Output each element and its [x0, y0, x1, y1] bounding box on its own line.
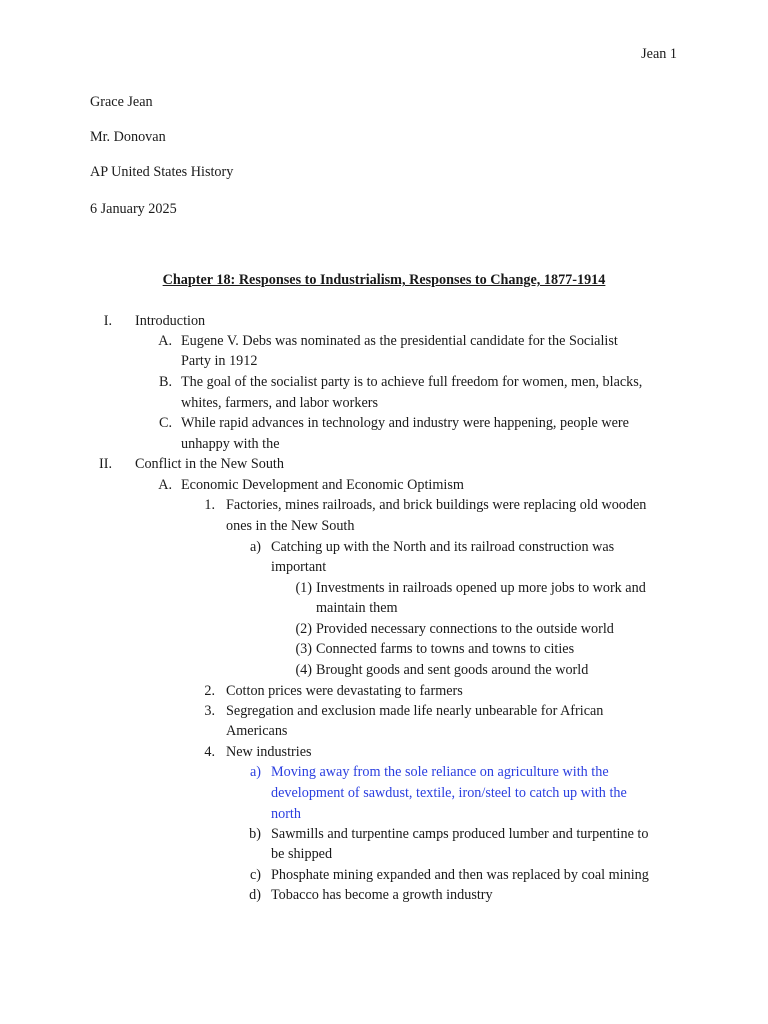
outline-line [0, 600, 768, 620]
outline-text: Moving away from the sole reliance on agriculture with the [271, 764, 609, 780]
chapter-title: Chapter 18: Responses to Industrialism, Responses to Change, 1877-1914 [162, 272, 606, 288]
outline-text: Catching up with the North and its railroad construction was [271, 539, 615, 555]
outline-marker: A. [158, 333, 172, 349]
outline-text: New industries [226, 744, 312, 760]
outline-line [0, 456, 768, 476]
outline-line [0, 703, 768, 723]
outline-line [0, 662, 768, 682]
outline-marker: 1. [204, 497, 215, 513]
outline-line [0, 518, 768, 538]
teacher-name: Mr. Donovan [90, 129, 166, 145]
outline-line [0, 415, 768, 435]
outline-text: Eugene V. Debs was nominated as the presidential candidate for the Socialist [181, 333, 618, 349]
outline-text: unhappy with the [181, 436, 280, 452]
outline-marker: 2. [204, 683, 215, 699]
outline-text: Provided necessary connections to the outside world [316, 621, 614, 637]
outline-marker: a) [249, 764, 261, 780]
outline-line [0, 723, 768, 743]
outline-line [0, 744, 768, 764]
outline-marker: c) [249, 867, 261, 883]
outline-marker: 3. [204, 703, 215, 719]
outline-marker: 4. [204, 744, 215, 760]
outline-line [0, 580, 768, 600]
outline-text: Conflict in the New South [135, 456, 284, 472]
outline-text: Party in 1912 [181, 353, 258, 369]
outline-line [0, 436, 768, 456]
outline-text: Americans [226, 723, 288, 739]
outline-marker: (4) [295, 662, 312, 678]
outline-text: Economic Development and Economic Optimism [181, 477, 464, 493]
outline-line [0, 374, 768, 394]
outline-marker: I. [103, 313, 112, 329]
outline-text: The goal of the socialist party is to achieve full freedom for women, men, blacks, [181, 374, 643, 390]
date: 6 January 2025 [90, 201, 177, 217]
outline-text: whites, farmers, and labor workers [181, 395, 378, 411]
outline-line [0, 539, 768, 559]
outline-line [0, 333, 768, 353]
outline-text: While rapid advances in technology and industry were happening, people were [181, 415, 629, 431]
outline-marker: d) [249, 887, 261, 903]
outline-marker: (2) [295, 621, 312, 637]
outline-line [0, 497, 768, 517]
outline-marker: (3) [295, 641, 312, 657]
outline-marker: II. [99, 456, 112, 472]
outline-line [0, 826, 768, 846]
outline-line [0, 806, 768, 826]
outline-line [0, 477, 768, 497]
outline-line [0, 353, 768, 373]
outline-line [0, 867, 768, 887]
outline-line [0, 621, 768, 641]
outline-text: Investments in railroads opened up more jobs to work and [316, 580, 646, 596]
outline-text: Factories, mines railroads, and brick buildings were replacing old wooden [226, 497, 647, 513]
outline-line [0, 395, 768, 415]
outline-marker: (1) [295, 580, 312, 596]
outline-line [0, 313, 768, 333]
outline-marker: B. [158, 374, 172, 390]
outline-text: Segregation and exclusion made life nearly unbearable for African [226, 703, 604, 719]
outline-text: maintain them [316, 600, 398, 616]
student-name: Grace Jean [90, 94, 153, 110]
page-header-number: Jean 1 [641, 46, 677, 62]
outline-text: ones in the New South [226, 518, 355, 534]
outline-text: Cotton prices were devastating to farmers [226, 683, 463, 699]
outline-text: Brought goods and sent goods around the world [316, 662, 589, 678]
outline-marker: a) [249, 539, 261, 555]
outline-text: Sawmills and turpentine camps produced lumber and turpentine to [271, 826, 649, 842]
outline-line [0, 764, 768, 784]
outline-text: important [271, 559, 327, 575]
outline-text: Phosphate mining expanded and then was replaced by coal mining [271, 867, 649, 883]
outline-text: be shipped [271, 846, 333, 862]
course-name: AP United States History [90, 164, 234, 180]
outline-line [0, 846, 768, 866]
outline-line [0, 559, 768, 579]
outline-marker: A. [158, 477, 172, 493]
outline-text: Connected farms to towns and towns to cities [316, 641, 575, 657]
outline-marker: C. [158, 415, 172, 431]
outline-text: north [271, 806, 301, 822]
outline-line [0, 785, 768, 805]
outline-marker: b) [249, 826, 261, 842]
outline-line [0, 683, 768, 703]
outline-text: Introduction [135, 313, 206, 329]
outline-text: development of sawdust, textile, iron/steel to catch up with the [271, 785, 627, 801]
outline-text: Tobacco has become a growth industry [271, 887, 493, 903]
outline-line [0, 641, 768, 661]
outline-line [0, 887, 768, 907]
